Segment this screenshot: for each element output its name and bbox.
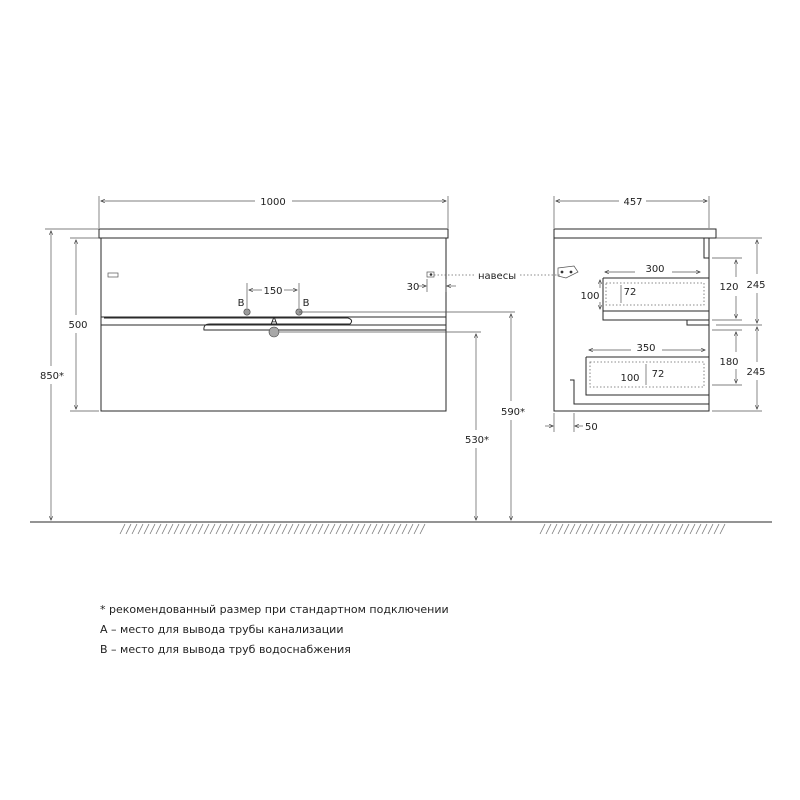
supply-height-label: 590* — [500, 407, 526, 418]
floor-hatching — [120, 524, 725, 534]
note-recommended-size: * рекомендованный размер при стандартном подключении — [100, 603, 449, 616]
side-body — [554, 238, 709, 411]
water-pipe-b-left-icon — [244, 309, 250, 315]
front-width-label: 1000 — [260, 197, 286, 208]
outlet-height-label: 530* — [464, 435, 490, 446]
hinges-label: навесы — [478, 271, 517, 282]
b-left-label: B — [237, 298, 245, 309]
front-upper-drawer — [101, 238, 446, 317]
lower-drawer-width-label: 350 — [636, 343, 656, 354]
drain-pipe-a-icon — [269, 327, 279, 337]
b-right-label: B — [302, 298, 310, 309]
lower-section-label: 245 — [746, 367, 766, 378]
note-drain-outlet: A – место для вывода трубы канализации — [100, 623, 344, 636]
front-view — [40, 196, 560, 520]
note-water-supply: B – место для вывода труб водоснабжения — [100, 643, 351, 656]
a-label: A — [270, 316, 278, 327]
front-lower-drawer — [101, 325, 446, 411]
legend-notes — [100, 603, 449, 663]
side-lower-drawer — [586, 357, 709, 395]
total-height-label: 850* — [39, 371, 65, 382]
upper-drawer-height-label: 100 — [580, 291, 600, 302]
front-height-label: 500 — [68, 320, 88, 331]
side-view — [545, 196, 766, 433]
pipe-spacing-label: 150 — [263, 286, 283, 297]
lower-drawer-depth-label: 100 — [620, 373, 640, 384]
depth-label: 457 — [623, 197, 643, 208]
lower-drawer-inner-label: 72 — [651, 369, 665, 380]
hinge-offset-label: 30 — [406, 282, 420, 293]
front-countertop — [99, 229, 448, 238]
back-offset-label: 50 — [585, 422, 598, 433]
hinge-left-icon — [108, 273, 118, 277]
upper-section-label: 245 — [746, 280, 766, 291]
lower-front-label: 180 — [719, 357, 739, 368]
side-upper-drawer — [603, 278, 709, 320]
side-countertop — [554, 229, 716, 238]
upper-drawer-width-label: 300 — [645, 264, 665, 275]
upper-drawer-inner-label: 72 — [623, 287, 637, 298]
upper-front-label: 120 — [719, 282, 739, 293]
